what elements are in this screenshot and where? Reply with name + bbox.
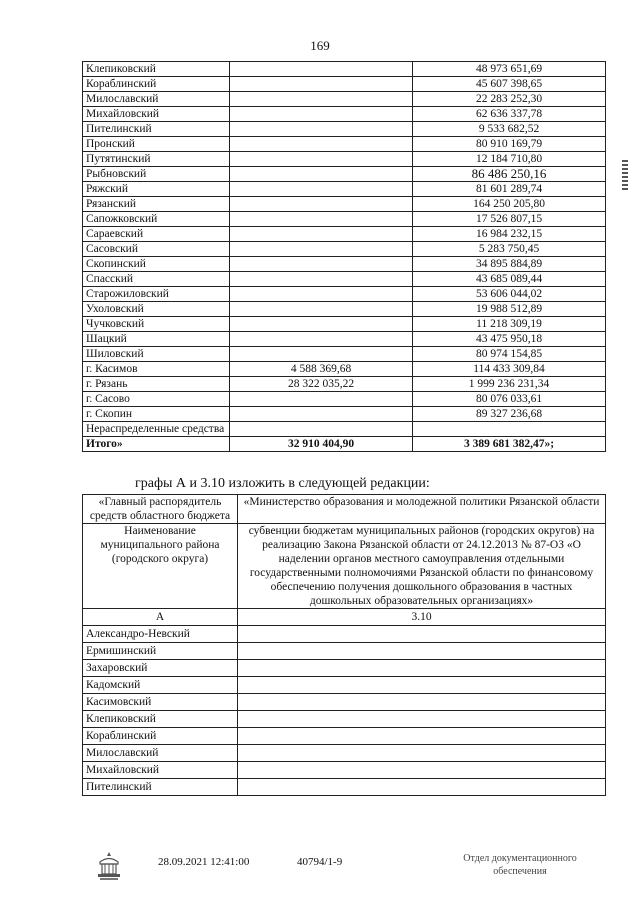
district-name: Клепиковский [83,62,230,77]
amount-col2 [230,197,413,212]
district-name: Милославский [83,92,230,107]
empty-cell [238,660,606,677]
stamp-line-1: Отдел документационного [463,853,577,864]
table-row [83,257,606,272]
empty-cell [238,762,606,779]
empty-cell [238,694,606,711]
total-row [83,437,606,452]
amount-col2 [230,182,413,197]
column-a-label: А [83,609,238,626]
table-row [83,745,606,762]
amount-col3: 53 606 044,02 [413,287,606,302]
district-name: Касимовский [83,694,238,711]
amount-col2 [230,77,413,92]
amount-col2 [230,167,413,182]
header-row-1 [83,495,606,524]
table-row [83,317,606,332]
amount-col3: 43 475 950,18 [413,332,606,347]
amount-col2 [230,407,413,422]
district-name: Спасский [83,272,230,287]
table-row [83,167,606,182]
amount-col3: 45 607 398,65 [413,77,606,92]
header2-right: субвенции бюджетам муниципальных районов (городских округов) на реализацию Закона Рязанской области от 24.12.2013 № 87-ОЗ «О наделении органов местного самоуправления отдельными государственными полномочиями Рязанской области по финансовому обеспечению получения дошкольного образования в частных дошкольных образовательных организациях» [238,524,606,609]
table-row [83,694,606,711]
column-310-label: 3.10 [238,609,606,626]
empty-cell [413,422,606,437]
district-name: Пителинский [83,122,230,137]
amount-col3: 34 895 884,89 [413,257,606,272]
district-name: Кадомский [83,677,238,694]
table-row [83,227,606,242]
intro-text: графы А и 3.10 изложить в следующей редакции: [135,476,430,491]
table-row [83,392,606,407]
amount-col2 [230,287,413,302]
amount-col2 [230,62,413,77]
table-row [83,762,606,779]
district-name: Пителинский [83,779,238,796]
unallocated-row [83,422,606,437]
amount-col3: 5 283 750,45 [413,242,606,257]
amount-col2 [230,332,413,347]
header1-left: «Главный распорядитель средств областного бюджета [83,495,238,524]
amount-col3: 16 984 232,15 [413,227,606,242]
amount-col3: 17 526 807,15 [413,212,606,227]
table-row [83,377,606,392]
table-row [83,242,606,257]
amount-col3: 43 685 089,44 [413,272,606,287]
total-col2: 32 910 404,90 [230,437,413,452]
district-name: Михайловский [83,107,230,122]
amount-col2: 28 322 035,22 [230,377,413,392]
table-row [83,779,606,796]
column-label-row [83,609,606,626]
table-row [83,92,606,107]
table-row [83,77,606,92]
total-col3: 3 389 681 382,47»; [413,437,606,452]
table-row [83,677,606,694]
unallocated-label: Нераспределенные средства [83,422,230,437]
district-name: Клепиковский [83,711,238,728]
table-row [83,272,606,287]
district-name: Милославский [83,745,238,762]
district-name: Шиловский [83,347,230,362]
empty-cell [238,626,606,643]
table-row [83,287,606,302]
district-name: Шацкий [83,332,230,347]
district-name: Путятинский [83,152,230,167]
amount-col3: 62 636 337,78 [413,107,606,122]
amount-col3: 9 533 682,52 [413,122,606,137]
district-name: г. Касимов [83,362,230,377]
table-row [83,62,606,77]
district-name: Захаровский [83,660,238,677]
amount-col2 [230,227,413,242]
amount-col2 [230,302,413,317]
table-row [83,212,606,227]
table-row [83,643,606,660]
amount-col2 [230,242,413,257]
amount-col2: 4 588 369,68 [230,362,413,377]
page-number: 169 [310,38,330,53]
amount-col2 [230,347,413,362]
table-row [83,122,606,137]
amount-col3: 80 974 154,85 [413,347,606,362]
table-row [83,107,606,122]
table-row [83,197,606,212]
amount-col3: 114 433 309,84 [413,362,606,377]
amount-col3: 89 327 236,68 [413,407,606,422]
amount-col2 [230,317,413,332]
district-name: Рязанский [83,197,230,212]
empty-cell [238,677,606,694]
header-row-2 [83,524,606,609]
amount-col2 [230,212,413,227]
amount-col3: 48 973 651,69 [413,62,606,77]
district-name: Скопинский [83,257,230,272]
amount-col2 [230,257,413,272]
empty-cell [238,745,606,762]
table-row [83,347,606,362]
amount-col3: 12 184 710,80 [413,152,606,167]
table-row [83,407,606,422]
district-name: Кораблинский [83,77,230,92]
table-row [83,332,606,347]
table-row [83,728,606,745]
district-name: Сапожковский [83,212,230,227]
subvention-table [82,494,606,796]
table-row [83,182,606,197]
table-row [83,137,606,152]
district-name: Ряжский [83,182,230,197]
table-row [83,152,606,167]
amount-col3: 80 076 033,61 [413,392,606,407]
table-row [83,362,606,377]
amount-col2 [230,137,413,152]
empty-cell [238,643,606,660]
district-name: г. Рязань [83,377,230,392]
district-name: г. Сасово [83,392,230,407]
district-name: Рыбновский [83,167,230,182]
footer-doc-number: 40794/1-9 [297,856,343,868]
district-name: Сасовский [83,242,230,257]
district-name: Михайловский [83,762,238,779]
amount-col2 [230,92,413,107]
budget-table [82,61,606,452]
header2-left: Наименование муниципального района (городского округа) [83,524,238,609]
amount-col2 [230,272,413,287]
department-stamp [440,852,600,878]
amount-col3: 81 601 289,74 [413,182,606,197]
district-name: Ухоловский [83,302,230,317]
amount-col2 [230,392,413,407]
district-name: Сараевский [83,227,230,242]
empty-cell [238,711,606,728]
stamp-line-2: обеспечения [493,866,547,877]
amount-col3: 86 486 250,16 [413,167,606,182]
district-name: г. Скопин [83,407,230,422]
table-row [83,660,606,677]
amount-col2 [230,122,413,137]
amount-col3: 11 218 309,19 [413,317,606,332]
table-row [83,302,606,317]
amount-col3: 19 988 512,89 [413,302,606,317]
district-name: Чучковский [83,317,230,332]
district-name: Старожиловский [83,287,230,302]
amount-col3: 164 250 205,80 [413,197,606,212]
empty-cell [230,422,413,437]
table-row [83,711,606,728]
district-name: Ермишинский [83,643,238,660]
district-name: Александро-Невский [83,626,238,643]
table-row [83,626,606,643]
emblem-icon [94,850,124,887]
amount-col2 [230,107,413,122]
district-name: Пронский [83,137,230,152]
scan-artifact [622,160,628,230]
header1-right: «Министерство образования и молодежной политики Рязанской области [238,495,606,524]
total-label: Итого» [83,437,230,452]
amount-col3: 80 910 169,79 [413,137,606,152]
footer-datetime: 28.09.2021 12:41:00 [158,856,250,868]
empty-cell [238,728,606,745]
district-name: Кораблинский [83,728,238,745]
amount-col2 [230,152,413,167]
empty-cell [238,779,606,796]
amount-col3: 1 999 236 231,34 [413,377,606,392]
amount-col3: 22 283 252,30 [413,92,606,107]
